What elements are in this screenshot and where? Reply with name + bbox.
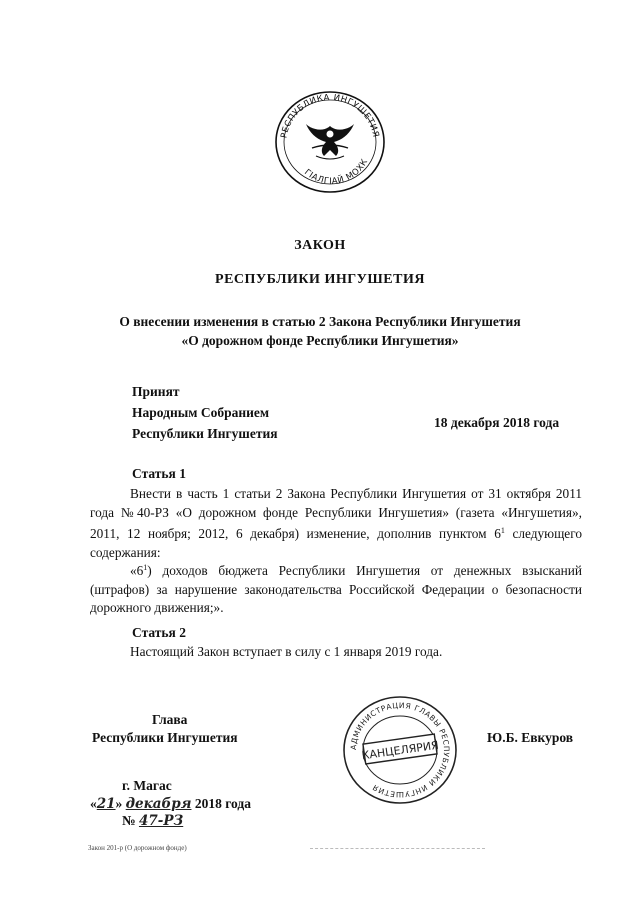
signatory-region: Республики Ингушетия — [92, 730, 238, 745]
subject-line-2: «О дорожном фонде Республики Ингушетия» — [181, 333, 459, 348]
article-1-p2-superscript: 1 — [143, 563, 148, 572]
signatory-position: Глава — [152, 712, 188, 727]
date-day: 21 — [96, 796, 116, 812]
article-1-p1-text: Внести в часть 1 статьи 2 Закона Республики Ингушетия от 31 октября 2011 года №40-РЗ «О дорожном фонде Республики Ингушетия» (газета «Ингушетия», 2011, 12 ноября; 2012, 6 декабря) изменение, дополнив пунктом 6 — [90, 486, 582, 541]
article-1-p1-superscript: 1 — [500, 526, 505, 535]
adoption-date: 18 декабря 2018 года — [434, 415, 560, 430]
article-1-p2-text-start: «6 — [130, 563, 144, 578]
emblem-bottom-text: ГIАЛГIАЙ МОХК — [302, 157, 371, 187]
date-quote-open: « — [90, 796, 97, 811]
article-1-heading: Статья 1 — [132, 466, 186, 481]
subject-line-1: О внесении изменения в статью 2 Закона Республики Ингушетия — [119, 314, 521, 329]
republic-emblem — [272, 86, 388, 194]
document-title: ЗАКОН — [294, 238, 346, 253]
adoption-line-3: Республики Ингушетия — [132, 426, 278, 441]
chancellery-seal — [340, 693, 460, 807]
signing-date — [90, 796, 251, 812]
document-subject — [60, 312, 580, 350]
law-number-label: № — [122, 813, 136, 828]
adoption-line-1: Принят — [132, 384, 180, 399]
article-1-paragraph-1 — [90, 485, 582, 562]
article-2-text: Настоящий Закон вступает в силу с 1 января 2019 года. — [130, 644, 443, 659]
date-quote-close: » — [115, 796, 123, 811]
place-of-signing: г. Магас — [122, 778, 172, 793]
seal-ring-text: АДМИНИСТРАЦИЯ ГЛАВЫ РЕСПУБЛИКИ ИНГУШЕТИЯ — [348, 700, 452, 800]
seal-center-text: КАНЦЕЛЯРИЯ — [360, 738, 440, 763]
article-2-heading: Статья 2 — [132, 625, 186, 640]
document-subtitle: РЕСПУБЛИКИ ИНГУШЕТИЯ — [215, 272, 425, 287]
date-year: 2018 года — [194, 796, 251, 811]
article-1-p2-text: ) доходов бюджета Республики Ингушетия от денежных взысканий (штрафов) за нарушение законодательства Российской Федерации о безопасности дорожного движения;». — [90, 563, 582, 615]
adoption-line-2: Народным Собранием — [132, 405, 270, 420]
article-1-paragraph-2 — [90, 559, 582, 618]
date-month: декабря — [125, 796, 192, 812]
law-number-value: 47-РЗ — [138, 813, 184, 829]
emblem-top-text: РЕСПУБЛИКА ИНГУШЕТИЯ — [279, 92, 381, 140]
svg-text:ГIАЛГIАЙ МОХК — [302, 157, 370, 186]
adoption-block — [132, 381, 278, 444]
signatory-name: Ю.Б. Евкуров — [487, 730, 574, 745]
law-number — [122, 813, 183, 829]
footer-divider — [310, 848, 485, 849]
article-1-p1-text-end: следующего содержания: — [90, 526, 582, 560]
footer-file-reference: Закон 201-р (О дорожном фонде) — [88, 844, 187, 852]
